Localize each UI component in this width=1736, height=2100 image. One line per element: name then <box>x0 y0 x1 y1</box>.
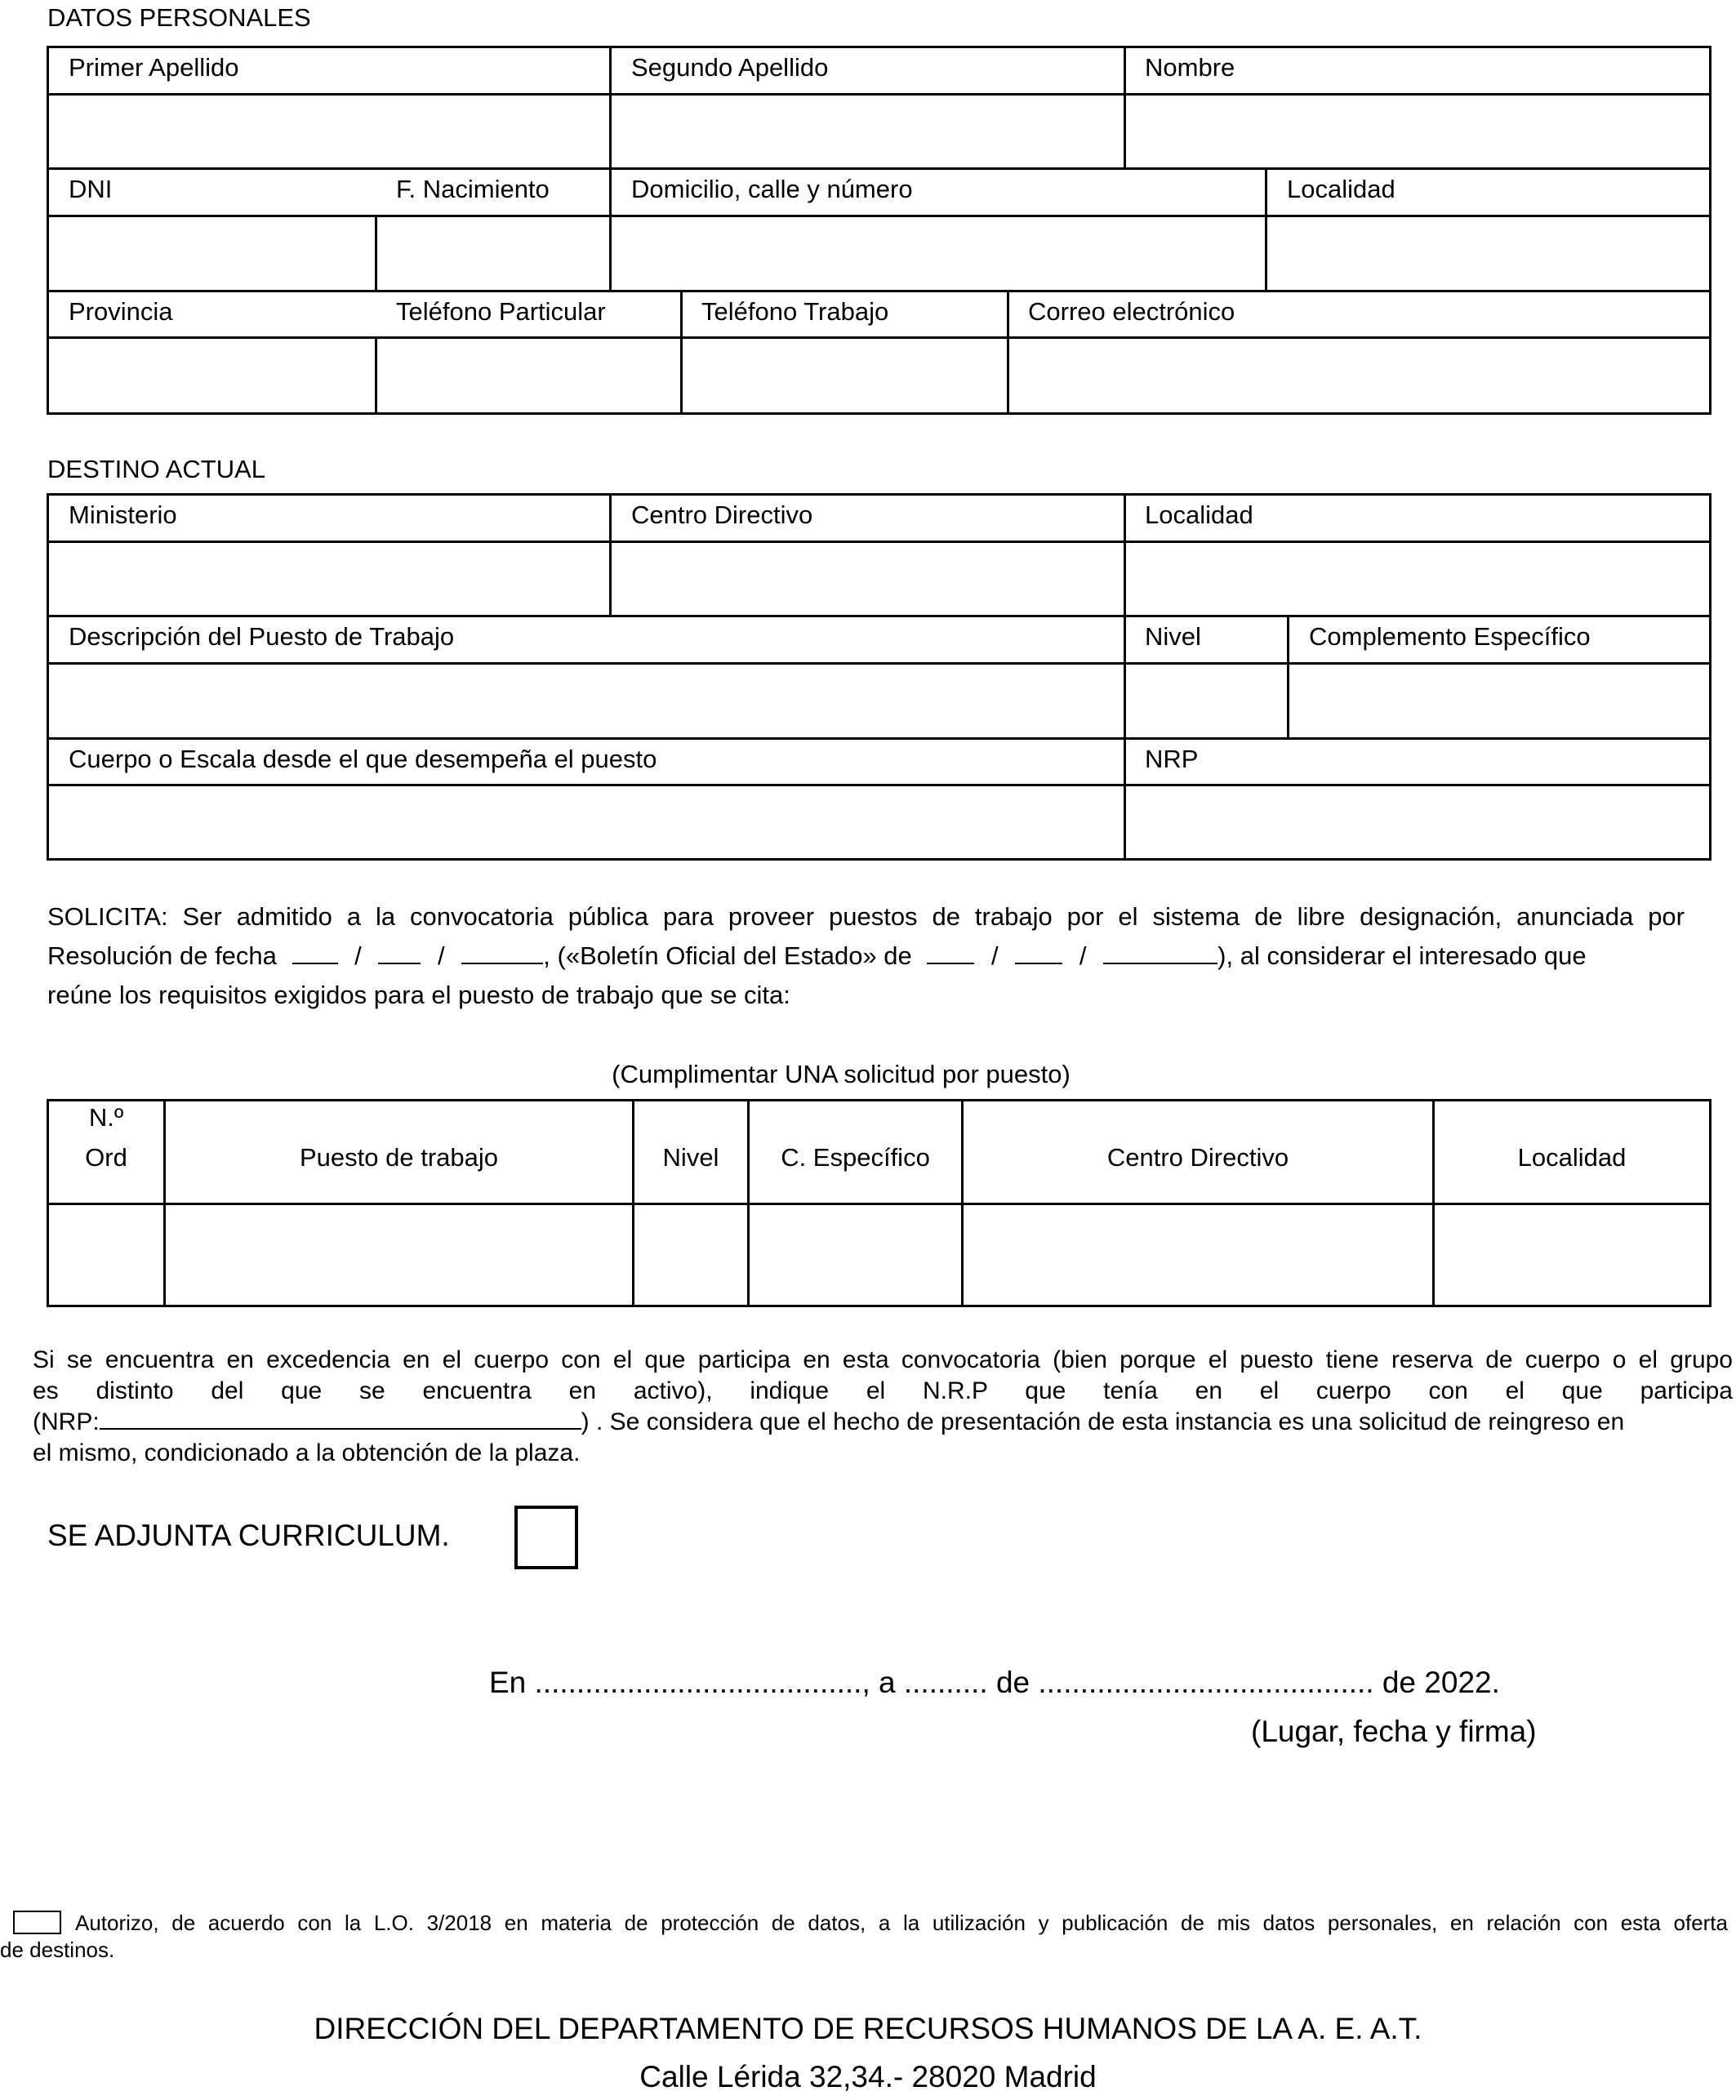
destino-actual-title: DESTINO ACTUAL <box>47 455 265 483</box>
correo-field[interactable] <box>1009 339 1709 413</box>
puesto-c-especifico-field[interactable] <box>750 1205 961 1306</box>
label-centro-directivo: Centro Directivo <box>631 501 813 529</box>
puesto-table-caption: (Cumplimentar UNA solicitud por puesto) <box>612 1060 1071 1088</box>
puesto-nivel-field[interactable] <box>634 1205 747 1306</box>
puesto-num-field[interactable] <box>49 1205 163 1306</box>
label-nombre: Nombre <box>1145 53 1235 82</box>
puesto-centro-directivo-field[interactable] <box>964 1205 1432 1306</box>
primer-segundo-apellido-field[interactable] <box>612 96 1123 167</box>
excedencia-line-3 <box>33 1408 1733 1437</box>
cuerpo-escala-field[interactable] <box>49 786 1123 859</box>
col-num-label: N.º <box>88 1103 124 1132</box>
excedencia-line-3-end: ) . Se considera que el hecho de presentación de esta instancia es una solicitud de reingreso en <box>581 1408 1625 1435</box>
nombre-field[interactable] <box>1126 96 1709 167</box>
telefono-trabajo-field[interactable] <box>683 339 1006 413</box>
solicita-line-3: reúne los requisitos exigidos para el puesto de trabajo que se cita: <box>47 981 790 1009</box>
col-c-especifico: C. Específico <box>781 1143 930 1172</box>
label-correo: Correo electrónico <box>1028 297 1235 326</box>
label-fecha-nacimiento: F. Nacimiento <box>396 175 550 203</box>
boe-dia-blank[interactable] <box>927 941 974 964</box>
label-domicilio: Domicilio, calle y número <box>631 175 913 203</box>
solicita-line-2 <box>47 941 1685 971</box>
label-localidad: Localidad <box>1287 175 1395 203</box>
table-rule <box>47 167 1712 170</box>
label-segundo-apellido: Segundo Apellido <box>631 53 829 82</box>
privacy-line-2: de destinos. <box>0 1938 115 1962</box>
localidad-field[interactable] <box>1267 217 1709 289</box>
domicilio-field[interactable] <box>612 217 1264 289</box>
label-telefono-trabajo: Teléfono Trabajo <box>701 297 889 326</box>
label-ministerio: Ministerio <box>69 501 177 529</box>
complemento-especifico-field[interactable] <box>1289 665 1709 736</box>
centro-directivo-field[interactable] <box>612 543 1123 614</box>
resolucion-mes-blank[interactable] <box>378 941 421 964</box>
col-localidad: Localidad <box>1517 1143 1627 1172</box>
nrp-field[interactable] <box>1126 786 1709 859</box>
boe-anio-blank[interactable] <box>1103 941 1217 964</box>
puesto-localidad-field[interactable] <box>1435 1205 1709 1306</box>
table-rule <box>47 290 1712 292</box>
datos-personales-title: DATOS PERSONALES <box>47 3 311 32</box>
label-descripcion-puesto: Descripción del Puesto de Trabajo <box>69 622 455 651</box>
signature-caption: (Lugar, fecha y firma) <box>1251 1715 1537 1748</box>
telefono-particular-field[interactable] <box>377 339 679 413</box>
excedencia-line-1: Si se encuentra en excedencia en el cuerpo con el que participa en esta convocatoria (bien porque el puesto tiene reserva de cuerpo o el grupo <box>33 1346 1733 1373</box>
label-complemento-especifico: Complemento Específico <box>1309 622 1591 651</box>
privacy-checkbox[interactable] <box>13 1911 61 1934</box>
date-separator: / <box>991 941 999 970</box>
resolucion-label: Resolución de fecha <box>47 941 277 970</box>
curriculum-label: SE ADJUNTA CURRICULUM. <box>47 1519 450 1552</box>
label-cuerpo-escala: Cuerpo o Escala desde el que desempeña el puesto <box>69 745 657 773</box>
excedencia-line-4: el mismo, condicionado a la obtención de la plaza. <box>33 1439 581 1466</box>
resolucion-anio-blank[interactable] <box>461 941 543 964</box>
label-dni: DNI <box>69 175 113 203</box>
label-provincia: Provincia <box>69 297 173 326</box>
resolucion-dia-blank[interactable] <box>292 941 338 964</box>
boe-mes-blank[interactable] <box>1015 941 1062 964</box>
date-separator: / <box>1079 941 1087 970</box>
footer-line-2: Calle Lérida 32,34.- 28020 Madrid <box>639 2060 1097 2093</box>
solicita-line-2-end: ), al considerar el interesado que <box>1217 941 1587 970</box>
col-puesto-trabajo: Puesto de trabajo <box>299 1143 498 1172</box>
label-destino-localidad: Localidad <box>1145 501 1253 529</box>
signature-line[interactable]: En ......................................., a .......... de ........................................ de 2022. <box>489 1666 1500 1699</box>
nrp-open-label: (NRP: <box>33 1408 100 1435</box>
label-primer-apellido: Primer Apellido <box>69 53 239 82</box>
label-nrp: NRP <box>1145 745 1199 773</box>
puesto-trabajo-field[interactable] <box>166 1205 632 1306</box>
date-separator: / <box>438 941 445 970</box>
curriculum-checkbox[interactable] <box>514 1506 578 1569</box>
boe-label: , («Boletín Oficial del Estado» de <box>543 941 912 970</box>
col-ord-label: Ord <box>85 1143 127 1172</box>
col-centro-directivo: Centro Directivo <box>1106 1143 1289 1172</box>
nivel-field[interactable] <box>1126 665 1286 736</box>
date-separator: / <box>354 941 362 970</box>
footer-line-1: DIRECCIÓN DEL DEPARTAMENTO DE RECURSOS HUMANOS DE LA A. E. A.T. <box>314 2012 1422 2045</box>
solicita-line-1: SOLICITA: Ser admitido a la convocatoria pública para proveer puestos de trabajo por el sistema de libre designación, anunciada por <box>47 902 1685 931</box>
label-nivel: Nivel <box>1145 622 1201 651</box>
destino-localidad-field[interactable] <box>1126 543 1709 614</box>
excedencia-nrp-blank[interactable] <box>100 1408 581 1430</box>
col-nivel: Nivel <box>662 1143 719 1172</box>
privacy-line-1: Autorizo, de acuerdo con la L.O. 3/2018 en materia de protección de datos, a la utilización y publicación de mis datos personales, en relación con esta oferta <box>75 1911 1728 1935</box>
excedencia-line-2: es distinto del que se encuentra en activo), indique el N.R.P que tenía en el cuerpo con el que participa <box>33 1377 1733 1404</box>
table-rule <box>47 737 1712 740</box>
solicita-paragraph <box>47 901 1685 932</box>
label-telefono-particular: Teléfono Particular <box>396 297 606 326</box>
fecha-nacimiento-field[interactable] <box>377 217 608 289</box>
table-rule <box>47 615 1712 617</box>
